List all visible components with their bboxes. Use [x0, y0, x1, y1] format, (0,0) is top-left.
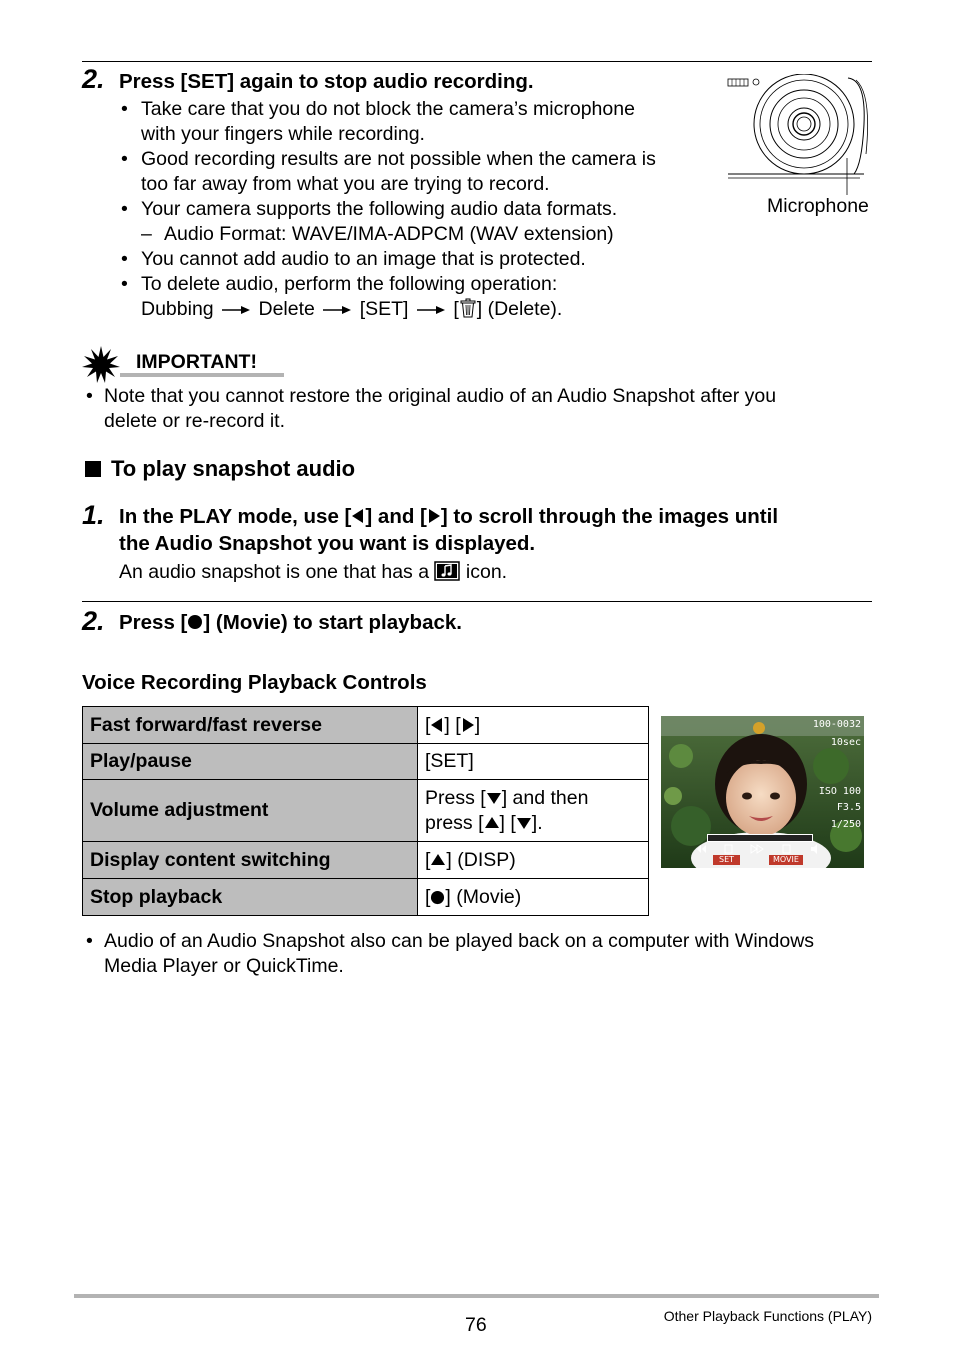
- camera-figure: [726, 74, 872, 196]
- operation-path: [141, 297, 562, 322]
- top-rule: [82, 61, 872, 62]
- triangle-up-icon: [484, 812, 500, 834]
- bullet-text: Good recording results are not possible when the camera is: [141, 148, 656, 170]
- controls-table: [82, 706, 649, 916]
- triangle-down-icon: [516, 812, 532, 834]
- screen-fstop: F3.5: [836, 802, 861, 813]
- value-part: ] [: [499, 811, 516, 834]
- triangle-left-icon: [430, 714, 444, 736]
- step-title-part: Press [: [119, 611, 188, 634]
- note-text: Audio of an Audio Snapshot also can be played back on a computer with Windows: [104, 930, 815, 952]
- step-title: Press [SET] again to stop audio recording.: [119, 70, 534, 93]
- bullet-text: too far away from what you are trying to record.: [141, 173, 550, 195]
- control-label: Fast forward/fast reverse: [83, 707, 418, 744]
- controls-heading: Voice Recording Playback Controls: [82, 671, 427, 694]
- value-part: [: [425, 848, 431, 871]
- control-value: [418, 780, 649, 842]
- bullet-text: You cannot add audio to an image that is protected.: [141, 248, 586, 270]
- arrow-right-icon: [414, 298, 448, 320]
- screen-folder: 100-0032: [812, 719, 861, 730]
- microphone-label: Microphone: [767, 195, 869, 217]
- step-title: [119, 503, 778, 530]
- screen-movie-label: MOVIE: [769, 855, 803, 865]
- bullet-mark: •: [86, 930, 93, 952]
- control-label: Stop playback: [83, 879, 418, 916]
- triangle-left-icon: [351, 505, 365, 528]
- bullet-mark: •: [121, 248, 128, 270]
- trash-icon: [459, 298, 477, 320]
- triangle-up-icon: [430, 849, 446, 871]
- screen-shutter: 1/250: [830, 819, 861, 830]
- step-number: 1.: [82, 500, 105, 530]
- important-starburst-icon: [82, 346, 120, 384]
- footer-rule: [74, 1294, 879, 1298]
- record-dot-icon: [430, 886, 445, 908]
- value-part: ] (DISP): [446, 848, 516, 871]
- op-bracket-open: [: [453, 298, 459, 320]
- dash-mark: –: [141, 223, 152, 245]
- op-dubbing: Dubbing: [141, 298, 214, 320]
- table-row: [83, 744, 649, 780]
- value-part: ] (Movie): [445, 885, 522, 908]
- step-number: 2.: [82, 64, 105, 94]
- step-body-part: An audio snapshot is one that has a: [119, 561, 430, 583]
- note-text: Media Player or QuickTime.: [104, 955, 344, 977]
- screen-controls-bar: [697, 842, 827, 854]
- step-body-part: icon.: [465, 561, 508, 583]
- table-row: [83, 780, 649, 842]
- step-title-part: ] to scroll through the images until: [440, 505, 779, 528]
- op-delete: Delete: [258, 298, 315, 320]
- page-number: 76: [465, 1314, 487, 1336]
- important-text: delete or re-record it.: [104, 410, 285, 432]
- sub-bullet-text: Audio Format: WAVE/IMA-ADPCM (WAV extension): [164, 223, 614, 245]
- record-dot-icon: [187, 611, 203, 634]
- section-square-icon: [85, 461, 101, 477]
- screen-length: 10sec: [830, 737, 861, 748]
- step-title-part: In the PLAY mode, use [: [119, 505, 352, 528]
- playback-screen-photo: [661, 716, 864, 868]
- control-label: Volume adjustment: [83, 780, 418, 842]
- screen-iso: ISO 100: [818, 786, 861, 797]
- value-part: ].: [531, 811, 543, 834]
- bullet-mark: •: [121, 148, 128, 170]
- bullet-text: Take care that you do not block the camera’s microphone: [141, 98, 635, 120]
- step-body: [119, 560, 507, 585]
- important-underline: [120, 373, 284, 377]
- triangle-right-icon: [461, 714, 475, 736]
- control-label: Play/pause: [83, 744, 418, 780]
- control-value: [SET]: [418, 744, 649, 780]
- important-title: IMPORTANT!: [136, 351, 257, 373]
- table-row: [83, 879, 649, 916]
- step-title: the Audio Snapshot you want is displayed.: [119, 532, 536, 555]
- bullet-text: To delete audio, perform the following operation:: [141, 273, 558, 295]
- screen-progress-bar: [707, 834, 813, 842]
- audio-snapshot-icon: [434, 561, 460, 583]
- step-title: [119, 609, 462, 636]
- step-title-part: ] and [: [365, 505, 427, 528]
- control-value: [418, 842, 649, 879]
- bullet-text: Your camera supports the following audio data formats.: [141, 198, 618, 220]
- table-row: [83, 707, 649, 744]
- op-bracket-close: ] (Delete).: [476, 298, 563, 320]
- triangle-right-icon: [427, 505, 441, 528]
- table-row: [83, 842, 649, 879]
- step-divider: [82, 601, 872, 602]
- arrow-right-icon: [219, 298, 253, 320]
- value-part: Press [: [425, 786, 486, 809]
- arrow-right-icon: [320, 298, 354, 320]
- control-label: Display content switching: [83, 842, 418, 879]
- value-part: ] and then: [501, 786, 589, 809]
- step-title-part: ] (Movie) to start playback.: [203, 611, 462, 634]
- control-value: [418, 879, 649, 916]
- triangle-down-icon: [486, 787, 502, 809]
- bullet-mark: •: [121, 273, 128, 295]
- screen-set-label: SET: [713, 855, 740, 865]
- section-title: To play snapshot audio: [111, 456, 356, 481]
- control-value: [ ] [ ]: [418, 707, 649, 744]
- value-part: [: [425, 885, 431, 908]
- step-number: 2.: [82, 606, 105, 636]
- bullet-text: with your fingers while recording.: [141, 123, 425, 145]
- value-part: press [: [425, 811, 484, 834]
- op-set: [SET]: [359, 298, 409, 320]
- bullet-mark: •: [121, 198, 128, 220]
- footer-section: Other Playback Functions (PLAY): [663, 1308, 872, 1324]
- important-text: Note that you cannot restore the original audio of an Audio Snapshot after you: [104, 385, 777, 407]
- bullet-mark: •: [86, 385, 93, 407]
- bullet-mark: •: [121, 98, 128, 120]
